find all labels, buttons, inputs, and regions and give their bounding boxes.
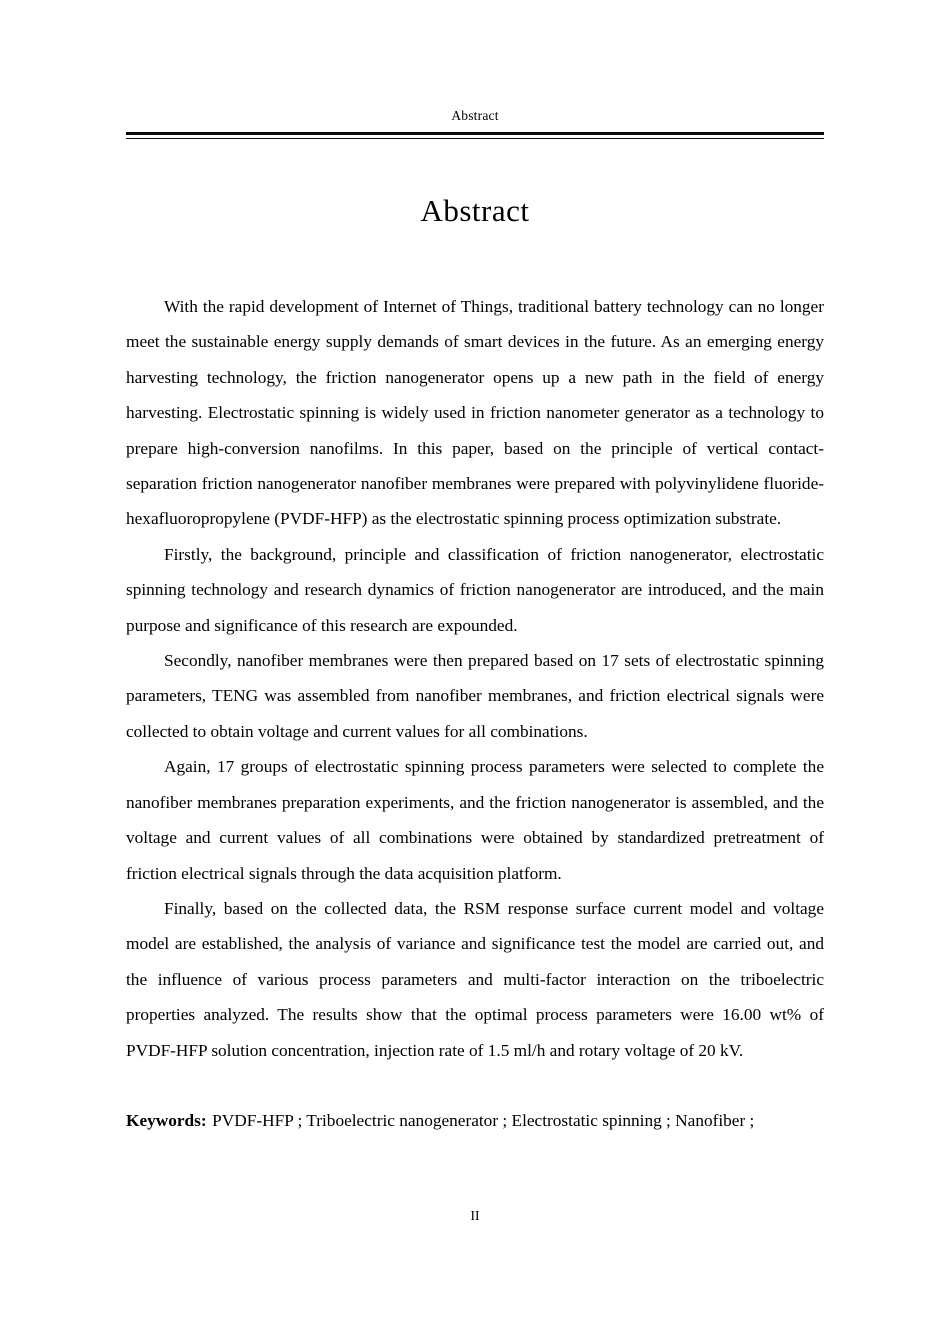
header-rule	[126, 132, 824, 139]
body-paragraph: Firstly, the background, principle and classification of friction nanogenerator, electrostatic spinning technology and research dynamics of friction nanogenerator are introduced, and the main purpose and significance of this research are expounded.	[126, 544, 824, 635]
body-paragraph: With the rapid development of Internet of Things, traditional battery technology can no longer meet the sustainable energy supply demands of smart devices in the future. As an emerging energy harvesting technology, the friction nanogenerator opens up a new path in the field of energy harvesting. Electrostatic spinning is widely used in friction nanometer generator as a technology to prepare high-conversion nanofilms. In this paper, based on the principle of vertical contact-separation friction nanogenerator nanofiber membranes were prepared with polyvinylidene fluoride-hexafluoropropylene (PVDF-HFP) as the electrostatic spinning process optimization substrate.	[126, 297, 824, 529]
page-number: II	[470, 1208, 480, 1223]
keywords-label: Keywords:	[126, 1110, 207, 1130]
body-paragraph: Secondly, nanofiber membranes were then prepared based on 17 sets of electrostatic spinning parameters, TENG was assembled from nanofiber membranes, and friction electrical signals were collected to obtain voltage and current values for all combinations.	[126, 651, 824, 741]
abstract-body	[126, 289, 824, 1068]
keywords-line	[126, 1103, 824, 1138]
body-paragraph: Finally, based on the collected data, the RSM response surface current model and voltage model are established, the analysis of variance and significance test the model are carried out, and the influence of various process parameters and multi-factor interaction on the triboelectric properties analyzed. The results show that the optimal process parameters were 16.00 wt% of PVDF-HFP solution concentration, injection rate of 1.5 ml/h and rotary voltage of 20 kV.	[126, 898, 824, 1060]
running-header: Abstract	[451, 108, 499, 123]
page-title: Abstract	[420, 193, 530, 228]
keywords-text: PVDF-HFP ; Triboelectric nanogenerator ; Electrostatic spinning ; Nanofiber ;	[212, 1110, 755, 1130]
body-paragraph: Again, 17 groups of electrostatic spinning process parameters were selected to complete the nanofiber membranes preparation experiments, and the friction nanogenerator is assembled, and the voltage and current values of all combinations were obtained by standardized pretreatment of friction electrical signals through the data acquisition platform.	[126, 757, 824, 883]
